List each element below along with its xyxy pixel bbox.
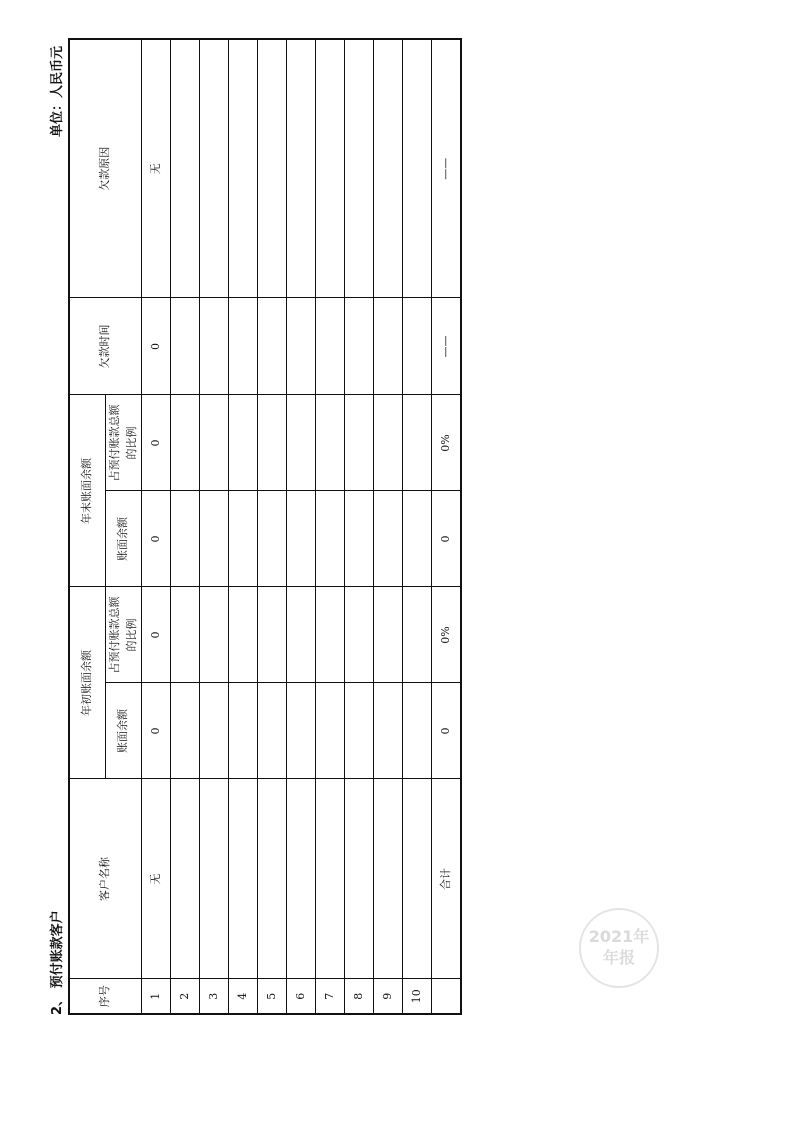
cell-time	[345, 298, 374, 395]
cell-begin-ratio	[258, 587, 287, 683]
cell-reason	[374, 39, 403, 298]
header-begin-ratio-text: 占预付账款总额的比例	[108, 596, 138, 674]
header-end-group: 年末账面余额	[69, 395, 106, 587]
cell-begin-balance	[345, 683, 374, 779]
cell-customer	[374, 779, 403, 979]
total-begin-balance: 0	[432, 683, 462, 779]
cell-end-balance	[229, 491, 258, 587]
cell-begin-balance	[171, 683, 200, 779]
header-end-ratio-text: 占预付账款总额的比例	[108, 404, 138, 482]
cell-reason	[200, 39, 229, 298]
cell-reason	[258, 39, 287, 298]
unit-label: 单位：人民币元	[50, 46, 65, 138]
cell-end-ratio	[374, 395, 403, 491]
cell-customer: 无	[142, 779, 171, 979]
header-end-balance: 账面余额	[106, 491, 142, 587]
cell-end-balance	[171, 491, 200, 587]
cell-end-balance	[374, 491, 403, 587]
total-label: 合计	[432, 779, 462, 979]
cell-begin-ratio: 0	[142, 587, 171, 683]
cell-no: 9	[374, 979, 403, 1014]
cell-end-ratio	[171, 395, 200, 491]
stamp-line-1: 2021年	[588, 927, 650, 947]
cell-begin-balance: 0	[142, 683, 171, 779]
cell-no: 10	[403, 979, 432, 1014]
cell-end-ratio: 0	[142, 395, 171, 491]
cell-begin-balance	[287, 683, 316, 779]
cell-end-balance: 0	[142, 491, 171, 587]
cell-reason	[287, 39, 316, 298]
cell-customer	[258, 779, 287, 979]
cell-no: 7	[316, 979, 345, 1014]
cell-reason	[171, 39, 200, 298]
header-time: 欠款时间	[69, 298, 142, 395]
table-row	[142, 39, 171, 1014]
cell-begin-ratio	[229, 587, 258, 683]
cell-reason: 无	[142, 39, 171, 298]
table-row	[316, 39, 345, 1014]
header-reason: 欠款原因	[69, 39, 142, 298]
cell-end-ratio	[345, 395, 374, 491]
total-reason: ——	[432, 39, 462, 298]
cell-customer	[345, 779, 374, 979]
cell-customer	[316, 779, 345, 979]
cell-reason	[316, 39, 345, 298]
section-title: 2、 预付账款客户	[50, 910, 65, 1015]
cell-begin-balance	[258, 683, 287, 779]
cell-no: 2	[171, 979, 200, 1014]
cell-time: 0	[142, 298, 171, 395]
cell-begin-balance	[403, 683, 432, 779]
table-row	[200, 39, 229, 1014]
cell-no: 5	[258, 979, 287, 1014]
cell-customer	[403, 779, 432, 979]
cell-end-ratio	[287, 395, 316, 491]
cell-customer	[287, 779, 316, 979]
cell-time	[316, 298, 345, 395]
cell-time	[287, 298, 316, 395]
annual-report-stamp	[579, 908, 659, 988]
total-time: ——	[432, 298, 462, 395]
cell-time	[403, 298, 432, 395]
cell-reason	[229, 39, 258, 298]
header-end-ratio	[106, 395, 142, 491]
cell-begin-balance	[200, 683, 229, 779]
cell-end-ratio	[258, 395, 287, 491]
cell-time	[229, 298, 258, 395]
cell-begin-ratio	[374, 587, 403, 683]
cell-end-balance	[316, 491, 345, 587]
cell-begin-ratio	[345, 587, 374, 683]
header-seq: 序号	[69, 979, 142, 1014]
cell-time	[258, 298, 287, 395]
total-end-ratio: 0%	[432, 395, 462, 491]
cell-begin-balance	[374, 683, 403, 779]
cell-time	[200, 298, 229, 395]
cell-end-balance	[287, 491, 316, 587]
cell-end-balance	[345, 491, 374, 587]
cell-no: 6	[287, 979, 316, 1014]
stamp-line-2: 年报	[602, 948, 635, 967]
cell-end-ratio	[200, 395, 229, 491]
cell-no: 1	[142, 979, 171, 1014]
cell-end-balance	[258, 491, 287, 587]
cell-begin-ratio	[403, 587, 432, 683]
cell-end-ratio	[229, 395, 258, 491]
total-begin-ratio: 0%	[432, 587, 462, 683]
cell-time	[374, 298, 403, 395]
cell-end-ratio	[316, 395, 345, 491]
cell-customer	[229, 779, 258, 979]
cell-end-balance	[200, 491, 229, 587]
table-row	[345, 39, 374, 1014]
cell-end-ratio	[403, 395, 432, 491]
prepayment-customers-table	[68, 38, 462, 1015]
header-customer: 客户名称	[69, 779, 142, 979]
cell-begin-ratio	[171, 587, 200, 683]
cell-begin-balance	[229, 683, 258, 779]
table-row	[374, 39, 403, 1014]
total-row	[432, 39, 462, 1014]
cell-customer	[171, 779, 200, 979]
cell-total-no	[432, 979, 462, 1014]
header-begin-ratio	[106, 587, 142, 683]
cell-begin-balance	[316, 683, 345, 779]
cell-begin-ratio	[316, 587, 345, 683]
header-begin-group: 年初账面余额	[69, 587, 106, 779]
cell-reason	[345, 39, 374, 298]
cell-reason	[403, 39, 432, 298]
table-row	[403, 39, 432, 1014]
cell-time	[171, 298, 200, 395]
cell-customer	[200, 779, 229, 979]
table-row	[258, 39, 287, 1014]
cell-begin-ratio	[200, 587, 229, 683]
table-row	[171, 39, 200, 1014]
table-row	[229, 39, 258, 1014]
cell-no: 4	[229, 979, 258, 1014]
table-row	[287, 39, 316, 1014]
rotated-page-content	[40, 40, 480, 1030]
cell-begin-ratio	[287, 587, 316, 683]
header-begin-balance: 账面余额	[106, 683, 142, 779]
cell-no: 3	[200, 979, 229, 1014]
cell-no: 8	[345, 979, 374, 1014]
table-body	[142, 39, 462, 1014]
total-end-balance: 0	[432, 491, 462, 587]
cell-end-balance	[403, 491, 432, 587]
